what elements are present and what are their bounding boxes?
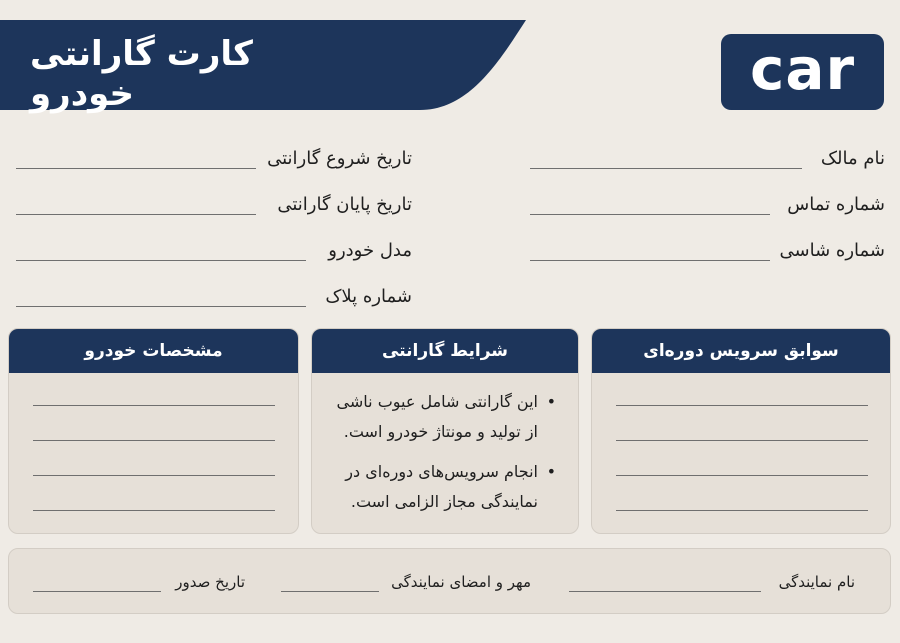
warranty-terms-list (326, 387, 556, 527)
contact-number-field[interactable] (530, 192, 885, 222)
warranty-start-label: تاریخ شروع گارانتی (267, 148, 412, 169)
dealer-stamp-label: مهر و امضای نمایندگی (391, 573, 531, 591)
specs-line[interactable] (33, 510, 275, 511)
specs-line[interactable] (33, 405, 275, 406)
plate-number-label: شماره پلاک (325, 286, 412, 307)
issue-date-line (33, 591, 161, 592)
footer-box (8, 548, 891, 614)
warranty-end-line (16, 214, 256, 215)
chassis-number-field[interactable] (530, 238, 885, 268)
vehicle-specs-title: مشخصات خودرو (9, 329, 298, 373)
issue-date-label: تاریخ صدور (175, 573, 245, 591)
vehicle-model-field[interactable] (16, 238, 412, 268)
service-line[interactable] (616, 510, 868, 511)
warranty-start-field[interactable] (16, 146, 412, 176)
dealer-stamp-field[interactable] (281, 573, 531, 597)
page-title: کارت گارانتی خودرو (30, 34, 253, 114)
specs-line[interactable] (33, 440, 275, 441)
contact-number-line (530, 214, 770, 215)
specs-line[interactable] (33, 475, 275, 476)
warranty-start-line (16, 168, 256, 169)
warranty-terms-panel (311, 328, 579, 534)
dealer-stamp-line (281, 591, 379, 592)
plate-number-field[interactable] (16, 284, 412, 314)
service-history-title: سوابق سرویس دوره‌ای (592, 329, 890, 373)
service-history-panel (591, 328, 891, 534)
owner-name-field[interactable] (530, 146, 885, 176)
warranty-term-item: • انجام سرویس‌های دوره‌ای در نمایندگی مجاز الزامی است. (326, 457, 556, 517)
vehicle-model-line (16, 260, 306, 261)
vehicle-specs-panel (8, 328, 299, 534)
warranty-end-field[interactable] (16, 192, 412, 222)
vehicle-model-label: مدل خودرو (328, 240, 412, 261)
service-line[interactable] (616, 405, 868, 406)
warranty-term-item: • این گارانتی شامل عیوب ناشی از تولید و مونتاژ خودرو است. (326, 387, 556, 447)
dealer-name-field[interactable] (569, 573, 855, 597)
issue-date-field[interactable] (33, 573, 245, 597)
service-line[interactable] (616, 440, 868, 441)
chassis-number-label: شماره شاسی (779, 240, 885, 261)
owner-name-label: نام مالک (820, 148, 885, 169)
plate-number-line (16, 306, 306, 307)
title-banner (0, 0, 530, 114)
contact-number-label: شماره تماس (787, 194, 885, 215)
dealer-name-line (569, 591, 761, 592)
car-logo (721, 34, 884, 110)
chassis-number-line (530, 260, 770, 261)
warranty-end-label: تاریخ پایان گارانتی (277, 194, 412, 215)
service-line[interactable] (616, 475, 868, 476)
warranty-terms-title: شرایط گارانتی (312, 329, 578, 373)
dealer-name-label: نام نمایندگی (778, 573, 855, 591)
logo-text: car (749, 35, 856, 103)
owner-name-line (530, 168, 802, 169)
